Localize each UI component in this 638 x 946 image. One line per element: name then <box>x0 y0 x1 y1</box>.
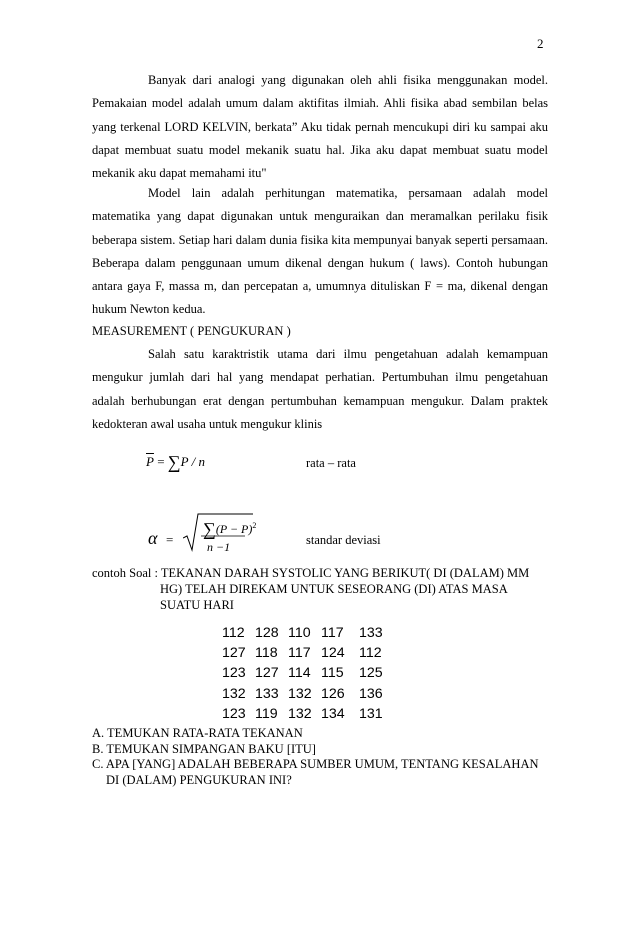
data-cell: 117 <box>321 625 344 641</box>
data-cell: 131 <box>359 705 383 722</box>
intro-paragraph <box>92 69 548 185</box>
data-cell: 112 <box>359 645 382 662</box>
text-line: matematika yang dapat digunakan untuk menguraikan dan meramalkan perilaku fisik <box>92 209 548 224</box>
text-line: mekanik aku dapat memahami itu" <box>92 166 267 181</box>
data-cell: 132 <box>288 705 312 722</box>
equals-sign: = <box>166 532 174 547</box>
data-cell: 115 <box>321 665 344 682</box>
blood-pressure-data <box>222 623 392 724</box>
question-list <box>92 726 562 788</box>
data-row <box>222 704 392 724</box>
model-paragraph <box>92 182 548 322</box>
text-line: kedokteran awal usaha untuk mengukur klinis <box>92 416 323 431</box>
data-row <box>222 643 392 663</box>
text-line: Salah satu karaktristik utama dari ilmu pengetahuan adalah kemampuan <box>148 347 548 361</box>
mean-rhs: P / n <box>180 454 205 469</box>
data-row <box>222 684 392 704</box>
data-cell: 117 <box>288 645 311 662</box>
data-row <box>222 663 392 683</box>
data-cell: 123 <box>222 665 246 682</box>
equals-sign: = <box>157 454 165 469</box>
alpha-symbol: α <box>148 528 158 548</box>
data-cell: 119 <box>255 705 278 722</box>
measurement-paragraph <box>92 343 548 436</box>
data-cell: 124 <box>321 645 345 662</box>
data-cell: 110 <box>288 625 311 641</box>
problem-line: SUATU HARI <box>160 598 234 612</box>
data-cell: 114 <box>288 665 311 682</box>
text-line: Beberapa dalam penggunaan umum dikenal dengan hukum ( laws). Contoh hubungan <box>92 255 548 270</box>
sigma-symbol: ∑ <box>167 452 181 472</box>
problem-line: contoh Soal : TEKANAN DARAH SYSTOLIC YANG BERIKUT( DI (DALAM) MM <box>92 566 530 580</box>
sd-denominator: n −1 <box>207 540 231 554</box>
text-line: hukum Newton kedua. <box>92 302 206 317</box>
data-cell: 128 <box>255 625 279 641</box>
data-cell: 118 <box>255 645 278 662</box>
text-line: adalah berhubungan erat dengan pertumbuhan kemampuan mengukur. Dalam praktek <box>92 393 548 408</box>
example-problem <box>92 565 562 613</box>
sd-numerator <box>203 519 256 540</box>
question-a: A. TEMUKAN RATA-RATA TEKANAN <box>92 726 303 740</box>
text-line: beberapa sistem. Setiap hari dalam dunia fisika kita mempunyai banyak seperti persamaan. <box>92 232 548 247</box>
data-cell: 136 <box>359 685 383 702</box>
data-cell: 127 <box>222 645 246 662</box>
sigma-symbol: ∑ <box>203 519 216 539</box>
data-cell: 133 <box>255 685 279 702</box>
data-cell: 126 <box>321 685 345 702</box>
data-cell: 123 <box>222 705 246 722</box>
text-line: antara gaya F, massa m, dan percepatan a, umumnya dituliskan F = ma, dikenal dengan <box>92 279 548 294</box>
data-cell: 127 <box>255 665 279 682</box>
numerator-expression: (P − P) <box>215 522 253 536</box>
problem-line: HG) TELAH DIREKAM UNTUK SESEORANG (DI) ATAS MASA <box>160 582 508 596</box>
data-cell: 132 <box>222 685 246 702</box>
sd-label: standar deviasi <box>306 533 381 547</box>
text-line: Banyak dari analogi yang digunakan oleh ahli fisika menggunakan model. <box>148 73 548 87</box>
question-c: C. APA [YANG] ADALAH BEBERAPA SUMBER UMUM, TENTANG KESALAHAN <box>92 757 539 771</box>
exponent: 2 <box>252 521 257 530</box>
data-cell: 112 <box>222 625 245 641</box>
text-line: dapat membuat suatu model mekanik suatu hal. Jika aku dapat membuat suatu model <box>92 142 548 157</box>
mean-symbol: $\overline{P}$ <box>146 454 154 469</box>
text-line: Pemakaian model adalah umum dalam aktifitas ilmiah. Ahli fisika abad sembilan belas <box>92 96 548 111</box>
section-heading: MEASUREMENT ( PENGUKURAN ) <box>92 324 291 338</box>
question-b: B. TEMUKAN SIMPANGAN BAKU [ITU] <box>92 741 316 756</box>
question-c-continued: DI (DALAM) PENGUKURAN INI? <box>106 772 292 787</box>
page-number: 2 <box>537 36 544 51</box>
data-cell: 132 <box>288 685 312 702</box>
mean-label: rata – rata <box>306 456 356 470</box>
text-line: yang terkenal LORD KELVIN, berkata” Aku tidak pernah mencukupi diri ku sampai aku <box>92 119 548 134</box>
mean-formula <box>146 452 205 473</box>
data-cell: 133 <box>359 625 383 641</box>
data-cell: 125 <box>359 665 383 682</box>
data-row <box>222 623 392 643</box>
text-line: Model lain adalah perhitungan matematika, persamaan adalah model <box>148 186 548 200</box>
text-line: mengukur jumlah dari hal yang mendapat perhatian. Pertumbuhan ilmu pengetahuan <box>92 370 548 385</box>
data-cell: 134 <box>321 705 345 722</box>
